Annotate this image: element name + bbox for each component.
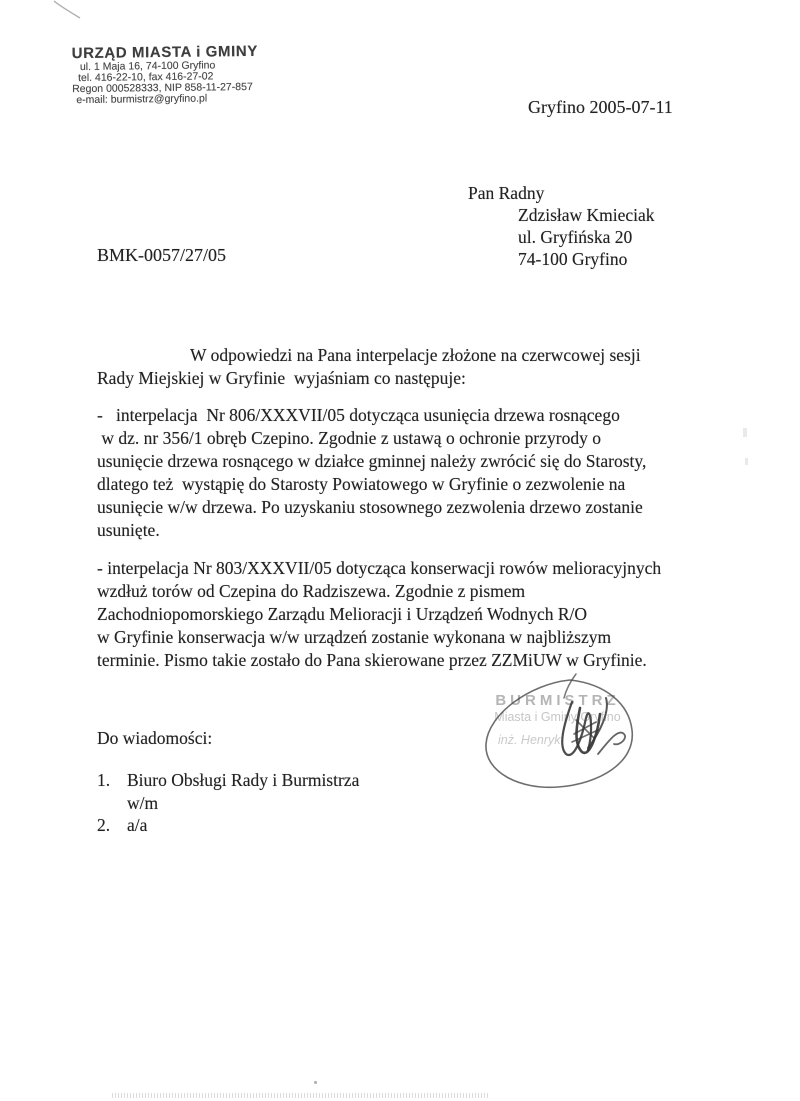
scan-speck <box>745 458 748 465</box>
intro-line: Rady Miejskiej w Gryfinie wyjaśniam co następuje: <box>97 368 466 388</box>
scan-dot <box>314 1081 317 1084</box>
scan-noise-band <box>112 1093 490 1098</box>
list-item <box>97 814 359 837</box>
list-item <box>97 769 359 792</box>
letterhead-phone: tel. 416-22-10, fax 416-27-02 <box>77 70 214 85</box>
letterhead-ids: Regon 000528333, NIP 858-11-27-857 <box>72 80 253 96</box>
interpellation-806-paragraph <box>97 404 722 542</box>
list-item-text: Biuro Obsługi Rady i Burmistrza <box>127 770 360 790</box>
body-line: w dz. nr 356/1 obręb Czepino. Zgodnie z ustawą o ochronie przyrody o <box>97 428 601 448</box>
addressee-street: ul. Gryfińska 20 <box>518 227 633 247</box>
list-item-number: 1. <box>97 770 111 790</box>
addressee-city: 74-100 Gryfino <box>518 249 628 269</box>
list-item-sub: w/m <box>127 792 159 813</box>
addressee-title: Pan Radny <box>468 183 545 203</box>
letterhead-address: ul. 1 Maja 16, 74-100 Gryfino <box>79 59 216 74</box>
letterhead <box>72 43 259 106</box>
reference-number: BMK-0057/27/05 <box>97 245 227 265</box>
body-line: usunięcie w/w drzewa. Po uzyskaniu stosownego zezwolenia drzewo zostanie <box>97 497 643 517</box>
body-line: terminie. Pismo takie zostało do Pana skierowane przez ZZMiUW w Gryfinie. <box>97 650 647 670</box>
interpellation-803-paragraph <box>97 557 722 672</box>
letterhead-org-name: URZĄD MIASTA i GMINY <box>71 42 258 63</box>
body-line: usunięcie drzewa rosnącego w działce gminnej należy zwrócić się do Starosty, <box>97 451 647 471</box>
stamp-title: BURMISTRZ <box>495 692 620 709</box>
scan-speck <box>743 428 747 437</box>
body-line: wzdłuż torów od Czepina do Radziszewa. Zgodnie z pismem <box>97 581 526 601</box>
addressee-block <box>468 182 655 270</box>
pen-stroke-mark <box>0 0 100 30</box>
body-line: - interpelacja Nr 803/XXXVII/05 dotycząca konserwacji rowów melioracyjnych <box>97 558 662 578</box>
body-line: dlatego też wystąpię do Starosty Powiatowego w Gryfinie o zezwolenie na <box>97 474 626 494</box>
letterhead-email: e-mail: burmistrz@gryfino.pl <box>76 92 208 107</box>
body-line: - interpelacja Nr 806/XXXVII/05 dotycząca usunięcia drzewa rosnącego <box>97 405 620 425</box>
stamp-subtitle: Miasta i Gminy Gryfino <box>494 710 621 724</box>
handwritten-signature <box>458 672 658 800</box>
distribution-list <box>97 769 359 837</box>
body-line: w Gryfinie konserwacja w/w urządzeń zostanie wykonana w najbliższym <box>97 627 612 647</box>
list-item-text: a/a <box>127 815 148 835</box>
distribution-heading: Do wiadomości: <box>97 728 213 748</box>
addressee-name: Zdzisław Kmieciak <box>518 205 655 225</box>
body-line: usunięte. <box>97 520 160 540</box>
intro-line: W odpowiedzi na Pana interpelacje złożone na czerwcowej sesji <box>190 345 641 365</box>
date-line: Gryfino 2005-07-11 <box>528 97 673 117</box>
body-line: Zachodniopomorskiego Zarządu Melioracji i Urządzeń Wodnych R/O <box>97 604 588 624</box>
stamp-name: inż. Henryk <box>498 733 561 747</box>
list-item-number: 2. <box>97 815 111 835</box>
intro-paragraph <box>97 344 722 390</box>
